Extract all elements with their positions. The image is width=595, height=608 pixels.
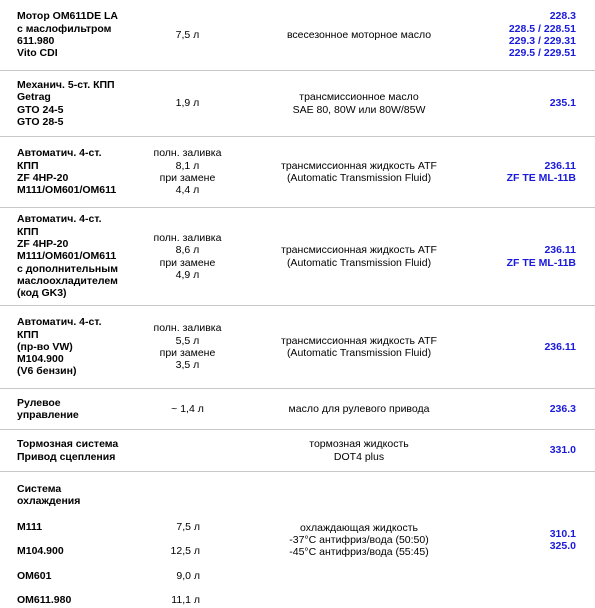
unit-line: Автоматич. 4-ст.: [17, 147, 102, 160]
product-line: DOT4 plus: [333, 450, 385, 463]
table-row: [0, 430, 595, 472]
spec-cell: [478, 137, 576, 207]
cooling-title-line: охлаждения: [17, 495, 81, 507]
product-line: SAE 80, 80W или 80W/85W: [292, 103, 426, 116]
volume-line: при замене: [159, 172, 216, 184]
volume-line: 4,4 л: [175, 184, 200, 197]
unit-cell: [17, 430, 145, 471]
volume-cell: [135, 389, 240, 429]
spec-line: 236.11: [544, 159, 576, 172]
unit-line: Тормозная система: [17, 438, 119, 451]
spec-cell: [478, 0, 576, 70]
unit-line: Механич. 5-ст. КПП: [17, 78, 115, 91]
product-line: -37°C антифриз/вода (50:50): [289, 533, 429, 546]
cooling-engine-volume: 11,1 л: [171, 594, 200, 606]
product-cell: [240, 208, 478, 305]
spec-cell: [478, 502, 576, 578]
spec-line: 229.3 / 229.31: [508, 35, 576, 47]
product-line: (Automatic Transmission Fluid): [286, 172, 432, 184]
spec-line: 229.5 / 229.51: [508, 47, 576, 60]
volume-line: 7,5 л: [175, 28, 200, 41]
spec-cell: [478, 71, 576, 136]
unit-cell: [17, 306, 145, 388]
product-line: трансмиссионная жидкость ATF: [281, 334, 437, 347]
volume-line: 1,9 л: [175, 97, 200, 110]
product-cell: [240, 71, 478, 136]
spec-cell: [478, 430, 576, 471]
volume-line: 5,5 л: [175, 334, 200, 347]
unit-cell: [17, 137, 145, 207]
unit-cell: [17, 0, 145, 70]
spec-line: 236.3: [549, 402, 576, 415]
table-row: [0, 389, 595, 430]
table-row: [0, 71, 595, 137]
unit-line: (V6 бензин): [17, 365, 77, 378]
table-row: [0, 306, 595, 389]
unit-line: (пр-во VW): [17, 340, 73, 353]
product-cell: [240, 430, 478, 471]
spec-line: ZF TE ML-11B: [506, 256, 576, 269]
product-line: трансмиссионная жидкость ATF: [281, 159, 437, 172]
unit-line: с маслофильтром: [17, 22, 112, 35]
cooling-engine-label: OM611.980: [17, 594, 72, 606]
unit-line: GTO 24-5: [17, 103, 64, 116]
volume-cell: [135, 71, 240, 136]
cooling-engine-label: OM601: [17, 570, 52, 582]
product-line: -45°C антифриз/вода (55:45): [289, 546, 429, 559]
unit-cell: [17, 208, 145, 305]
unit-line: управление: [17, 409, 79, 421]
product-cell: [240, 389, 478, 429]
unit-line: Vito CDI: [17, 47, 58, 60]
spec-line: ZF TE ML-11B: [506, 172, 576, 184]
product-cell: [240, 137, 478, 207]
unit-cell: [17, 71, 145, 136]
volume-cell: [135, 306, 240, 388]
volume-line: 8,1 л: [175, 159, 200, 172]
unit-line: Getrag: [17, 91, 51, 104]
spec-line: 228.5 / 228.51: [508, 22, 576, 35]
product-cell: [240, 0, 478, 70]
unit-line: Автоматич. 4-ст.: [17, 316, 102, 329]
spec-cell: [478, 306, 576, 388]
cooling-engine-volume: 9,0 л: [176, 570, 200, 582]
spec-line: 235.1: [549, 97, 576, 110]
unit-cell: [17, 389, 145, 429]
spec-line: 310.1: [549, 527, 576, 540]
cooling-title-line: Система: [17, 483, 62, 495]
unit-line: 611.980: [17, 35, 55, 47]
spec-cell: [478, 389, 576, 429]
table-row: [0, 0, 595, 71]
volume-line: ~ 1,4 л: [171, 402, 204, 415]
cooling-engine-label: M104.900: [17, 545, 64, 557]
unit-line: КПП: [17, 328, 39, 341]
volume-line: полн. заливка: [153, 322, 222, 335]
unit-line: Мотор OM611DE LA: [17, 10, 119, 23]
cooling-row: [0, 472, 595, 608]
volume-line: полн. заливка: [153, 147, 222, 160]
table-row: [0, 208, 595, 306]
product-line: трансмиссионная жидкость ATF: [281, 244, 437, 257]
unit-line: Привод сцепления: [17, 450, 116, 463]
unit-line: GTO 28-5: [17, 115, 64, 128]
unit-line: M104.900: [17, 353, 64, 366]
unit-line: КПП: [17, 225, 39, 238]
spec-line: 228.3: [549, 10, 576, 23]
volume-line: при замене: [159, 347, 216, 359]
unit-line: (код GK3): [17, 287, 67, 300]
unit-line: M111/OM601/OM611: [17, 250, 117, 263]
spec-line: 236.11: [544, 340, 576, 353]
product-line: масло для рулевого привода: [288, 402, 430, 415]
unit-line: ZF 4HP-20: [17, 238, 69, 251]
cooling-engine-volume: 12,5 л: [170, 545, 200, 557]
cooling-engine-volume: 7,5 л: [176, 521, 200, 533]
spec-line: 236.11: [544, 244, 576, 257]
product-line: всесезонное моторное масло: [286, 28, 432, 41]
cooling-engine-label: M111: [17, 521, 43, 533]
product-line: (Automatic Transmission Fluid): [286, 256, 432, 269]
volume-cell: [135, 0, 240, 70]
product-cell: [240, 306, 478, 388]
spec-line: 331.0: [549, 444, 576, 457]
unit-line: Рулевое: [17, 396, 61, 409]
unit-line: КПП: [17, 159, 39, 172]
product-line: трансмиссионное масло: [299, 91, 419, 104]
product-cell: [240, 502, 478, 578]
volume-line: полн. заливка: [153, 231, 222, 244]
volume-line: при замене: [159, 256, 216, 269]
unit-line: маслоохладителем: [17, 274, 118, 287]
spec-line: 325.0: [549, 540, 576, 552]
spec-cell: [478, 208, 576, 305]
unit-line: Автоматич. 4-ст.: [17, 213, 102, 226]
product-line: тормозная жидкость: [309, 438, 409, 451]
volume-line: 4,9 л: [175, 268, 200, 281]
volume-cell: [135, 208, 240, 305]
unit-line: M111/OM601/OM611: [17, 184, 117, 197]
volume-line: 3,5 л: [175, 359, 200, 372]
volume-line: 8,6 л: [175, 244, 200, 257]
product-line: (Automatic Transmission Fluid): [286, 347, 432, 359]
unit-line: с дополнительным: [17, 262, 118, 275]
product-line: охлаждающая жидкость: [300, 521, 418, 534]
table-row: [0, 137, 595, 208]
volume-cell: [135, 137, 240, 207]
unit-line: ZF 4HP-20: [17, 172, 69, 184]
